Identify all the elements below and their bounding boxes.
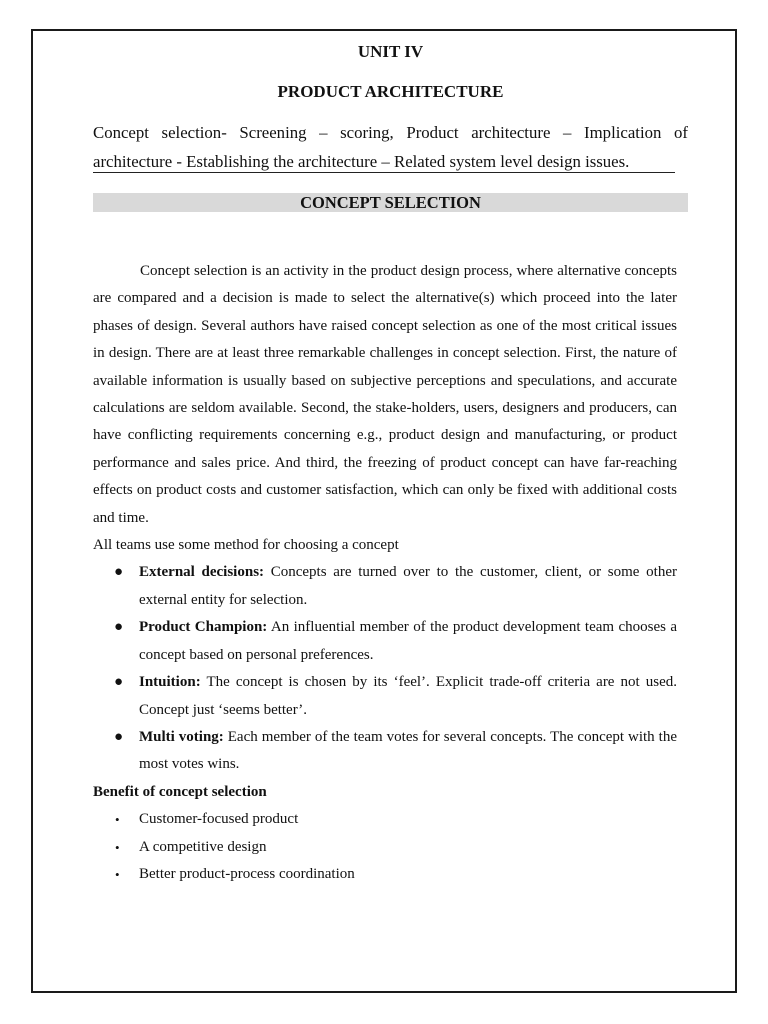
- syllabus-topics: Concept selection- Screening – scoring, Product architecture – Implication of architecture - Establishing the architecture – Related system level design issues.: [93, 123, 688, 171]
- section-heading: CONCEPT SELECTION: [93, 193, 688, 212]
- benefit-text: Customer-focused product: [139, 811, 299, 828]
- section-body: [93, 258, 677, 888]
- list-item: [93, 834, 677, 861]
- method-text: Each member of the team votes for several concepts. The concept with the most votes wins.: [139, 728, 677, 773]
- list-item: [93, 861, 677, 888]
- method-text: An influential member of the product development team chooses a concept based on personal preferences.: [139, 619, 678, 663]
- intro-paragraph: Concept selection is an activity in the product design process, where alternative concepts are compared and a decision is made to select the alternative(s) which proceed into the later phases of design. Several authors have raised concept selection as one of the most critical issues in design. There are at least three remarkable challenges in concept selection. First, the nature of available information is usually based on subjective perceptions and speculations, and accurate calculations are seldom available. Second, the stake-holders, users, designers and producers, can have conflicting requirements concerning e.g., product design and manufacturing, or product performance and sales price. And third, the freezing of product concept can have far-reaching effects on product costs and customer satisfaction, which can only be fixed with additional costs and time.: [93, 263, 677, 526]
- bullet-icon: •: [115, 839, 120, 855]
- method-term: Multi voting:: [139, 728, 224, 745]
- bullet-icon: ●: [114, 619, 124, 636]
- method-text: Concepts are turned over to the customer, client, or some other external entity for selection.: [139, 564, 677, 608]
- bullet-icon: ●: [114, 674, 124, 691]
- benefits-heading: Benefit of concept selection: [93, 783, 267, 800]
- method-text: The concept is chosen by its ‘feel’. Explicit trade-off criteria are not used. Concept just ‘seems better’.: [139, 674, 677, 718]
- method-term: Intuition:: [139, 674, 201, 691]
- benefit-text: A competitive design: [139, 838, 267, 855]
- methods-lead: All teams use some method for choosing a concept: [93, 537, 399, 554]
- methods-list: [93, 559, 677, 778]
- list-item: [93, 806, 677, 833]
- bullet-icon: ●: [114, 728, 124, 745]
- page-title: PRODUCT ARCHITECTURE: [277, 82, 504, 101]
- benefit-text: Better product-process coordination: [139, 865, 355, 882]
- list-item: [93, 559, 677, 614]
- unit-title: UNIT IV: [357, 42, 424, 61]
- list-item: [93, 724, 677, 779]
- list-item: [93, 614, 677, 669]
- benefits-list: [93, 806, 677, 888]
- list-item: [93, 669, 677, 724]
- bullet-icon: ●: [114, 564, 124, 581]
- method-term: Product Champion:: [139, 619, 268, 636]
- divider-line: [93, 172, 675, 173]
- method-term: External decisions:: [139, 564, 265, 581]
- bullet-icon: •: [115, 812, 120, 828]
- bullet-icon: •: [115, 866, 120, 882]
